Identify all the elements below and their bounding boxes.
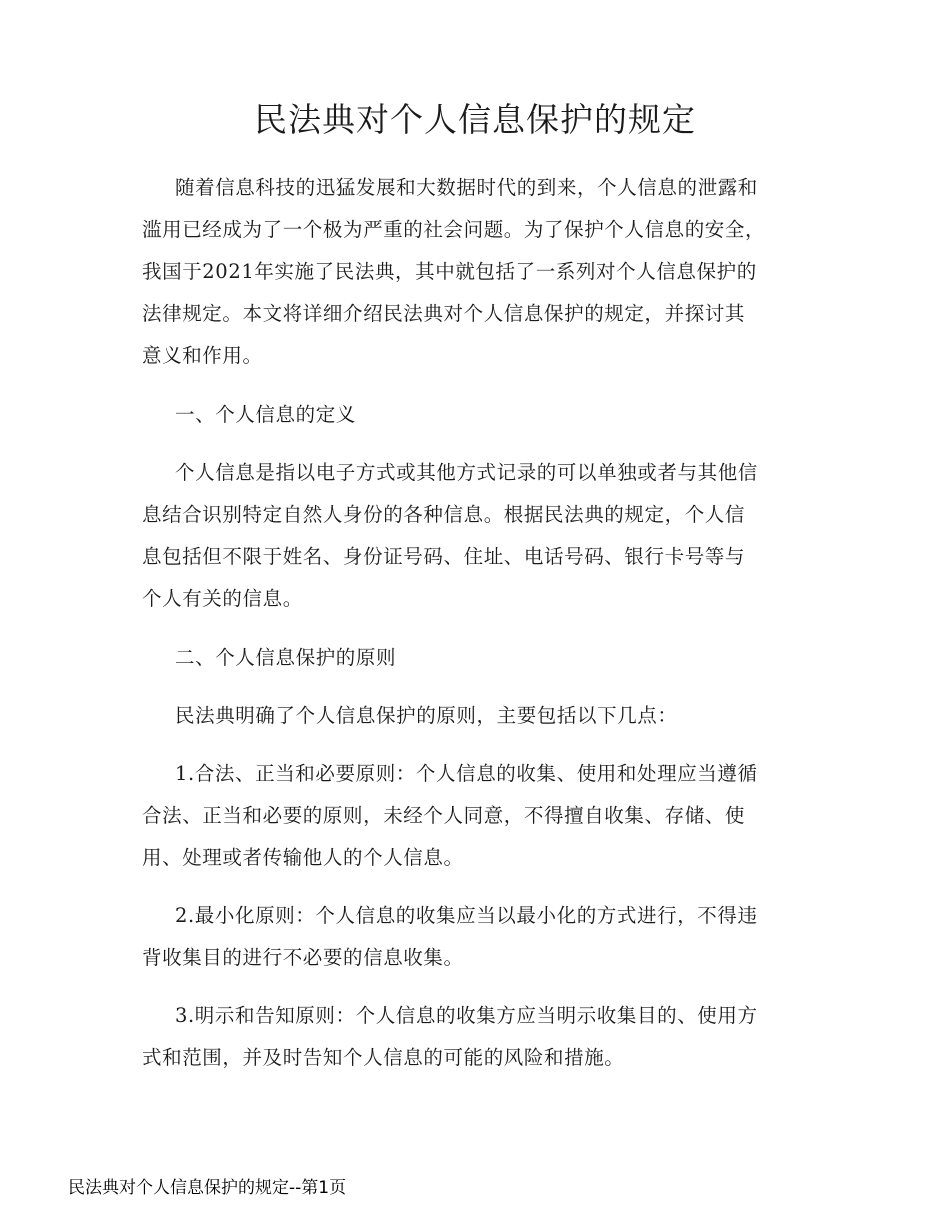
list-item-line: 背收集目的进行不必要的信息收集。 [142,946,464,969]
list-item-line: 用、处理或者传输他人的个人信息。 [142,846,464,869]
paragraph-line: 个人信息是指以电子方式或其他方式记录的可以单独或者与其他信 [175,461,758,484]
paragraph-line: 滥用已经成为了一个极为严重的社会问题。为了保护个人信息的安全， [142,218,766,241]
document-title: 民法典对个人信息保护的规定 [254,100,696,139]
paragraph-line: 民法典明确了个人信息保护的原则，主要包括以下几点： [175,704,678,727]
paragraph-line: 个人有关的信息。 [142,587,303,610]
list-item-line: 3.明示和告知原则：个人信息的收集方应当明示收集目的、使用方 [175,1004,758,1027]
page-footer: 民法典对个人信息保护的规定--第1页 [68,1178,347,1198]
paragraph-line: 我国于2021年实施了民法典，其中就包括了一系列对个人信息保护的 [142,260,757,283]
paragraph-line: 意义和作用。 [142,344,263,367]
paragraph-line: 随着信息科技的迅猛发展和大数据时代的到来，个人信息的泄露和 [175,176,758,199]
list-item-line: 合法、正当和必要的原则，未经个人同意，不得擅自收集、存储、使 [142,804,746,827]
paragraph-line: 法律规定。本文将详细介绍民法典对个人信息保护的规定，并探讨其 [142,302,746,325]
paragraph-line: 息包括但不限于姓名、身份证号码、住址、电话号码、银行卡号等与 [142,545,746,568]
list-item-line: 2.最小化原则：个人信息的收集应当以最小化的方式进行，不得违 [175,904,758,927]
section-heading: 二、个人信息保护的原则 [175,646,397,669]
paragraph-line: 息结合识别特定自然人身份的各种信息。根据民法典的规定，个人信 [142,503,746,526]
list-item-line: 1.合法、正当和必要原则：个人信息的收集、使用和处理应当遵循 [175,762,758,785]
list-item-line: 式和范围，并及时告知个人信息的可能的风险和措施。 [142,1046,625,1069]
section-heading: 一、个人信息的定义 [175,403,356,426]
